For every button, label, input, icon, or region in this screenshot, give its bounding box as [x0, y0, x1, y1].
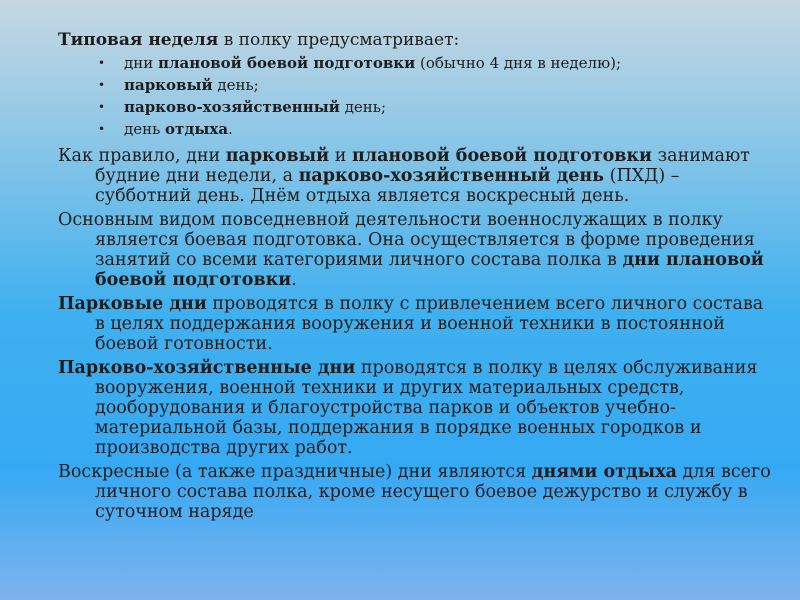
paragraph-bold: Парковые дни [58, 294, 207, 314]
paragraph-text: . [291, 270, 297, 290]
paragraph-rest-days [58, 462, 778, 522]
paragraph-bold: днями отдыха [531, 462, 677, 482]
item-bold: парковый [124, 76, 213, 94]
slide-content [58, 28, 778, 526]
paragraph-text: Воскресные (а также праздничные) дни являются [58, 462, 532, 482]
paragraph-bold: парковый [225, 146, 330, 166]
paragraph-text: Как правило, дни [58, 146, 226, 166]
item-bold: отдыха [165, 120, 229, 138]
intro-heading [58, 28, 778, 52]
week-bullet-list [58, 52, 778, 140]
item-text: . [228, 120, 233, 138]
list-item [98, 74, 778, 96]
paragraph-text: проводятся в полку с привлечением всего личного состава в целях поддержания вооружения и военной техники в постоянной боевой готовности. [95, 294, 764, 354]
item-bold: парково-хозяйственный [124, 98, 340, 116]
item-text: (обычно 4 дня в неделю); [415, 54, 622, 72]
paragraph-text: занимают будние дни недели, а [95, 146, 750, 186]
list-item [98, 118, 778, 140]
paragraph-text: (ПХД) – субботний день. Днём отдыха является воскресный день. [95, 166, 680, 206]
paragraph-park-maintenance-days [58, 358, 778, 458]
paragraph-bold: Парково-хозяйственные дни [58, 358, 356, 378]
paragraph-text: проводятся в полку в целях обслуживания вооружения, военной техники и других материальных средств, дооборудования и благоустройства парков и объектов учебно-материальной базы, поддержания в порядке военных городков и производства других работ. [95, 358, 758, 458]
bullet-icon: • [98, 100, 106, 114]
paragraph-text: для всего личного состава полка, кроме несущего боевое дежурство и службу в суточном наряде [95, 462, 771, 522]
paragraph-bold: плановой боевой подготовки [351, 146, 653, 166]
item-text: дни [124, 54, 158, 72]
intro-text: в полку предусматривает: [218, 30, 460, 50]
paragraph-park-days [58, 294, 778, 354]
item-text: день; [339, 98, 387, 116]
bullet-icon: • [98, 122, 106, 136]
bullet-icon: • [98, 78, 106, 92]
item-text: день; [212, 76, 259, 94]
paragraph-schedule [58, 146, 778, 206]
paragraph-text: и [329, 146, 352, 166]
list-item [98, 96, 778, 118]
list-item [98, 52, 778, 74]
paragraph-text: Основным видом повседневной деятельности военнослужащих в полку является боевая подготовка. Она осуществляется в форме проведения занятий со всеми категориями личного состава полка в [58, 210, 755, 270]
paragraph-bold: парково-хозяйственный день [298, 166, 605, 186]
paragraph-bold: дни плановой боевой подготовки [95, 250, 764, 290]
bullet-icon: • [98, 56, 106, 70]
item-text: день [124, 120, 166, 138]
paragraph-combat-training [58, 210, 778, 290]
intro-bold: Типовая неделя [58, 30, 219, 50]
item-bold: плановой боевой подготовки [158, 54, 416, 72]
